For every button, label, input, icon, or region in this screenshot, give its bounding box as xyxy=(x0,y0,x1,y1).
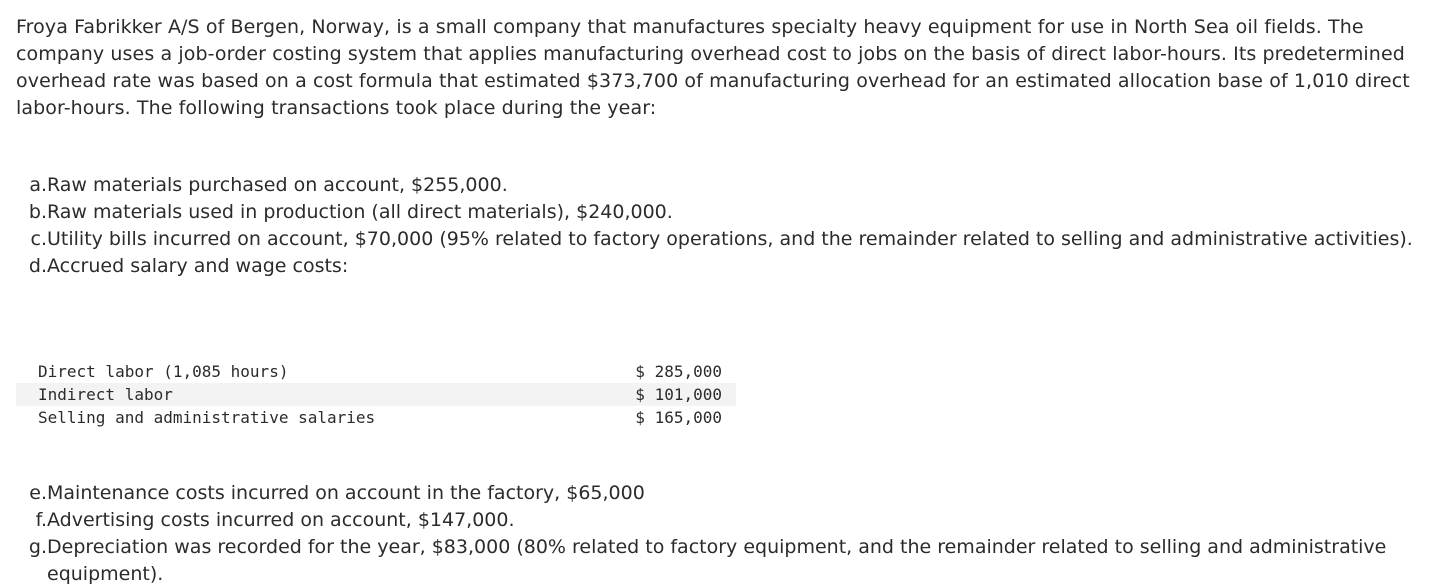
transaction-letter: d. xyxy=(28,255,47,277)
transaction-text: Raw materials purchased on account, $255,000. xyxy=(47,174,508,196)
transaction-item-b xyxy=(18,199,1428,226)
transaction-item-d xyxy=(18,253,1428,280)
salary-wage-table xyxy=(16,360,736,429)
row-label: Selling and administrative salaries xyxy=(38,408,376,427)
transaction-text: Utility bills incurred on account, $70,000 (95% related to factory operations, and the remainder related to selling and administrative activities). xyxy=(47,228,1413,250)
transaction-letter: g. xyxy=(28,536,47,558)
transaction-text: Raw materials used in production (all direct materials), $240,000. xyxy=(47,201,673,223)
transaction-list-e-to-g xyxy=(18,480,1428,588)
problem-intro: Froya Fabrikker A/S of Bergen, Norway, is a small company that manufactures specialty heavy equipment for use in North Sea oil fields. The company uses a job-order costing system that applies manufacturing overhead cost to jobs on the basis of direct labor-hours. Its predetermined overhead rate was based on a cost formula that estimated $373,700 of manufacturing overhead for an estimated allocation base of 1,010 direct labor-hours. The following transactions took place during the year: xyxy=(16,16,1410,119)
transaction-text: Depreciation was recorded for the year, $83,000 (80% related to factory equipment, and the remainder related to selling and administrative equipment). xyxy=(47,536,1387,585)
transaction-item-e xyxy=(18,480,1428,507)
transaction-text: Advertising costs incurred on account, $147,000. xyxy=(47,509,515,531)
transaction-item-c xyxy=(18,226,1428,253)
transaction-letter: f. xyxy=(35,509,47,531)
row-label: Indirect labor xyxy=(16,383,582,406)
transaction-text: Maintenance costs incurred on account in the factory, $65,000 xyxy=(47,482,645,504)
transaction-list-a-to-d xyxy=(18,172,1428,280)
table-row xyxy=(16,383,736,406)
transaction-item-f xyxy=(18,507,1428,534)
transaction-letter: c. xyxy=(30,228,47,250)
row-amount: $ 101,000 xyxy=(582,383,736,406)
transaction-letter: a. xyxy=(29,174,47,196)
transaction-letter: b. xyxy=(28,201,47,223)
row-amount: $ 285,000 xyxy=(635,362,722,381)
table-row xyxy=(16,406,736,429)
transaction-text: Accrued salary and wage costs: xyxy=(47,255,349,277)
table-row xyxy=(16,360,736,383)
transaction-item-a xyxy=(18,172,1428,199)
transaction-item-g xyxy=(18,534,1428,588)
row-amount: $ 165,000 xyxy=(635,408,722,427)
row-label: Direct labor (1,085 hours) xyxy=(38,362,289,381)
transaction-letter: e. xyxy=(29,482,47,504)
